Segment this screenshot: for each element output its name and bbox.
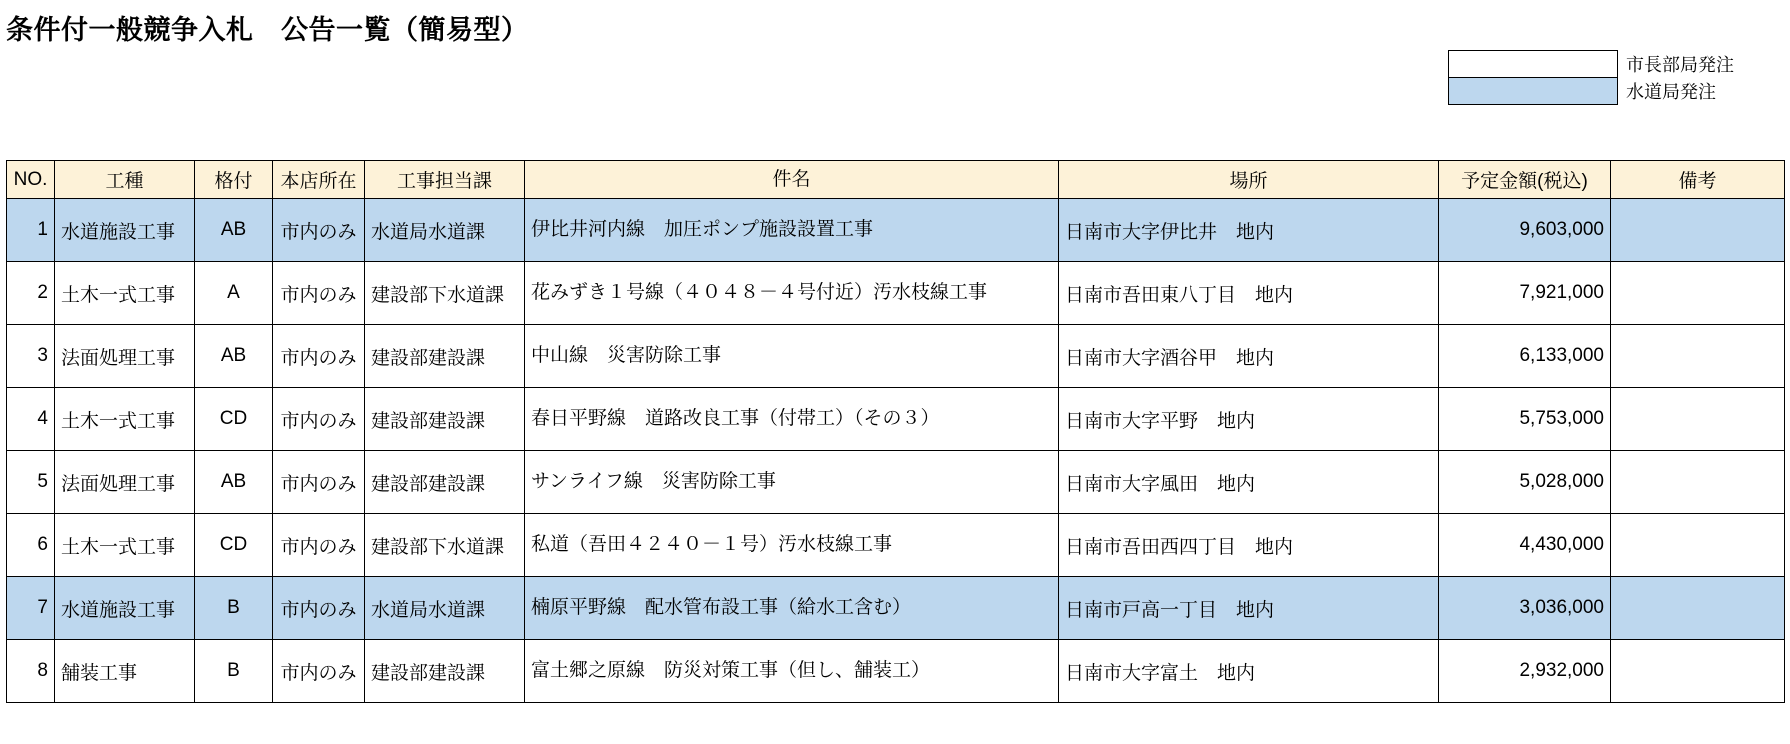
cell-dept: 建設部下水道課: [365, 262, 525, 325]
col-header-name: 件名: [525, 161, 1059, 199]
cell-amount: 3,036,000: [1439, 577, 1611, 640]
table-row: [7, 325, 1785, 388]
cell-base: 市内のみ: [273, 388, 365, 451]
col-header-type: 工種: [55, 161, 195, 199]
cell-name: 楠原平野線 配水管布設工事（給水工含む）: [525, 577, 1059, 640]
cell-rank: AB: [195, 325, 273, 388]
cell-base: 市内のみ: [273, 262, 365, 325]
bid-announcement-table: [6, 160, 1785, 703]
col-header-rank: 格付: [195, 161, 273, 199]
cell-dept: 建設部建設課: [365, 325, 525, 388]
table-header-row: [7, 161, 1785, 199]
table-row: [7, 640, 1785, 703]
cell-type: 土木一式工事: [55, 262, 195, 325]
cell-dept: 建設部建設課: [365, 451, 525, 514]
cell-no: 6: [7, 514, 55, 577]
cell-amount: 2,932,000: [1439, 640, 1611, 703]
legend-swatch-white: [1449, 51, 1618, 78]
cell-note: [1611, 514, 1785, 577]
cell-base: 市内のみ: [273, 199, 365, 262]
cell-name: 私道（吾田４２４０－１号）汚水枝線工事: [525, 514, 1059, 577]
cell-type: 水道施設工事: [55, 199, 195, 262]
cell-place: 日南市戸高一丁目 地内: [1059, 577, 1439, 640]
cell-amount: 7,921,000: [1439, 262, 1611, 325]
cell-place: 日南市大字富土 地内: [1059, 640, 1439, 703]
cell-place: 日南市吾田西四丁目 地内: [1059, 514, 1439, 577]
cell-rank: CD: [195, 514, 273, 577]
table-row: [7, 577, 1785, 640]
cell-dept: 建設部下水道課: [365, 514, 525, 577]
cell-type: 土木一式工事: [55, 388, 195, 451]
cell-base: 市内のみ: [273, 577, 365, 640]
cell-note: [1611, 325, 1785, 388]
cell-rank: B: [195, 640, 273, 703]
cell-base: 市内のみ: [273, 325, 365, 388]
col-header-place: 場所: [1059, 161, 1439, 199]
cell-note: [1611, 199, 1785, 262]
cell-rank: AB: [195, 199, 273, 262]
legend: [1448, 50, 1741, 105]
cell-place: 日南市大字酒谷甲 地内: [1059, 325, 1439, 388]
cell-base: 市内のみ: [273, 640, 365, 703]
col-header-base: 本店所在: [273, 161, 365, 199]
cell-type: 水道施設工事: [55, 577, 195, 640]
table-row: [7, 388, 1785, 451]
legend-label-water: 水道局発注: [1626, 82, 1716, 102]
col-header-amount: 予定金額(税込): [1439, 161, 1611, 199]
cell-place: 日南市大字風田 地内: [1059, 451, 1439, 514]
cell-base: 市内のみ: [273, 451, 365, 514]
table-row: [7, 262, 1785, 325]
col-header-note: 備考: [1611, 161, 1785, 199]
cell-name: 中山線 災害防除工事: [525, 325, 1059, 388]
cell-no: 5: [7, 451, 55, 514]
legend-row: [1449, 78, 1741, 105]
table-body: [7, 199, 1785, 703]
cell-rank: B: [195, 577, 273, 640]
cell-rank: AB: [195, 451, 273, 514]
cell-type: 舗装工事: [55, 640, 195, 703]
table-row: [7, 199, 1785, 262]
cell-note: [1611, 262, 1785, 325]
cell-no: 8: [7, 640, 55, 703]
cell-note: [1611, 451, 1785, 514]
cell-base: 市内のみ: [273, 514, 365, 577]
cell-rank: CD: [195, 388, 273, 451]
col-header-no: NO.: [7, 161, 55, 199]
cell-no: 4: [7, 388, 55, 451]
legend-label-city: 市長部局発注: [1626, 55, 1734, 75]
cell-name: 花みずき１号線（４０４８－４号付近）汚水枝線工事: [525, 262, 1059, 325]
legend-swatch-blue: [1449, 78, 1618, 105]
cell-name: サンライフ線 災害防除工事: [525, 451, 1059, 514]
table-header: [7, 161, 1785, 199]
page-title: 条件付一般競争入札 公告一覧（簡易型）: [6, 15, 529, 45]
cell-no: 2: [7, 262, 55, 325]
cell-dept: 建設部建設課: [365, 640, 525, 703]
cell-type: 法面処理工事: [55, 325, 195, 388]
cell-note: [1611, 577, 1785, 640]
cell-amount: 6,133,000: [1439, 325, 1611, 388]
legend-row: [1449, 51, 1741, 78]
cell-no: 3: [7, 325, 55, 388]
col-header-dept: 工事担当課: [365, 161, 525, 199]
cell-dept: 水道局水道課: [365, 199, 525, 262]
bid-announcement-table-wrapper: [6, 160, 1784, 703]
table-row: [7, 514, 1785, 577]
cell-no: 7: [7, 577, 55, 640]
cell-place: 日南市大字伊比井 地内: [1059, 199, 1439, 262]
cell-amount: 4,430,000: [1439, 514, 1611, 577]
cell-dept: 建設部建設課: [365, 388, 525, 451]
cell-amount: 5,028,000: [1439, 451, 1611, 514]
cell-place: 日南市大字平野 地内: [1059, 388, 1439, 451]
cell-dept: 水道局水道課: [365, 577, 525, 640]
cell-amount: 9,603,000: [1439, 199, 1611, 262]
cell-note: [1611, 388, 1785, 451]
cell-amount: 5,753,000: [1439, 388, 1611, 451]
table-row: [7, 451, 1785, 514]
cell-name: 富土郷之原線 防災対策工事（但し、舗装工）: [525, 640, 1059, 703]
cell-type: 法面処理工事: [55, 451, 195, 514]
cell-name: 伊比井河内線 加圧ポンプ施設設置工事: [525, 199, 1059, 262]
cell-name: 春日平野線 道路改良工事（付帯工）（その３）: [525, 388, 1059, 451]
cell-rank: A: [195, 262, 273, 325]
cell-note: [1611, 640, 1785, 703]
cell-place: 日南市吾田東八丁目 地内: [1059, 262, 1439, 325]
cell-no: 1: [7, 199, 55, 262]
cell-type: 土木一式工事: [55, 514, 195, 577]
